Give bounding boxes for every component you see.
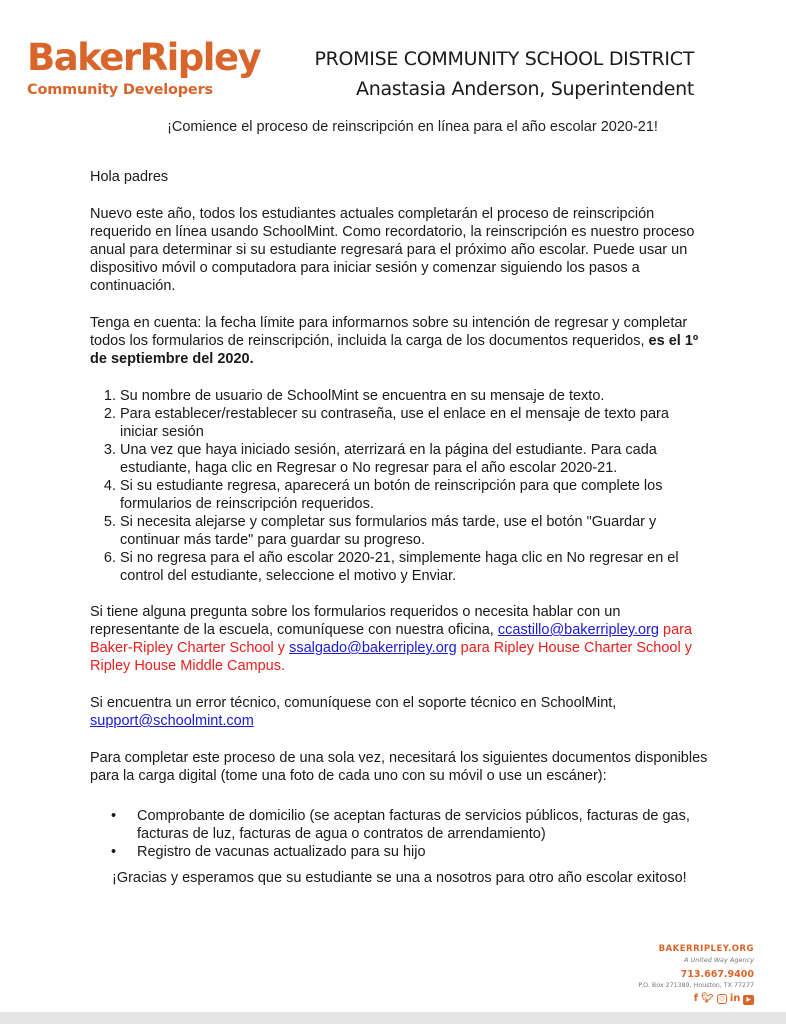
document-item: • Comprobante de domicilio (se aceptan facturas de servicios públicos, facturas de gas, facturas de luz, facturas de agua o contratos de arrendamiento) <box>137 807 710 843</box>
letter-body <box>90 118 710 906</box>
youtube-icon[interactable]: ▶ <box>743 995 754 1005</box>
tech-support-paragraph <box>90 694 710 730</box>
instagram-icon[interactable]: ○ <box>717 994 727 1004</box>
logo-subtitle: Community Developers <box>27 82 213 98</box>
greeting: Hola padres <box>90 169 169 185</box>
bottom-bar <box>0 1012 786 1024</box>
letter-title: ¡Comience el proceso de reinscripción en línea para el año escolar 2020-21! <box>167 119 658 135</box>
contact-text: Si tiene alguna pregunta sobre los formularios requeridos o necesita hablar con un representante de la escuela, comuníquese con nuestra oficina, <box>90 604 621 638</box>
support-email-link[interactable]: support@schoolmint.com <box>90 713 254 729</box>
intro-paragraph: Nuevo este año, todos los estudiantes actuales completarán el proceso de reinscripción requerido en línea usando SchoolMint. Como recordatorio, la reinscripción es nuestro proceso anual para determinar si su estudiante regresará para el próximo año escolar. Puede usar un dispositivo móvil o computadora para iniciar sesión y comenzar siguiendo los pasos a continuación. <box>90 206 695 294</box>
social-links <box>638 993 754 1005</box>
document-item: • Registro de vacunas actualizado para su hijo <box>137 843 710 861</box>
contact-paragraph <box>90 603 710 675</box>
contact-school-1: para Baker-Ripley Charter School y <box>90 622 693 656</box>
tech-support-text: Si encuentra un error técnico, comuníquese con el soporte técnico en SchoolMint, <box>90 695 617 711</box>
twitter-icon[interactable]: 🐦︎ <box>701 993 714 1004</box>
contact-school-2: para Ripley House Charter School y Ripley House Middle Campus. <box>90 640 692 674</box>
footer-url[interactable]: BAKERRIPLEY.ORG <box>658 944 754 954</box>
step-item: 2. Para establecer/restablecer su contraseña, use el enlace en el mensaje de texto para iniciar sesión <box>120 405 710 441</box>
steps-list <box>90 387 710 585</box>
footer-contact <box>638 944 754 1005</box>
documents-intro: Para completar este proceso de una sola vez, necesitará los siguientes documentos disponibles para la carga digital (tome una foto de cada uno con su móvil o use un escáner): <box>90 750 708 784</box>
step-item: 6. Si no regresa para el año escolar 2020-21, simplemente haga clic en No regresar en el control del estudiante, seleccione el motivo y Enviar. <box>120 549 710 585</box>
deadline-paragraph <box>90 314 710 368</box>
deadline-text: Tenga en cuenta: la fecha límite para informarnos sobre su intención de regresar y completar todos los formularios de reinscripción, incluida la carga de los documentos requeridos, <box>90 315 688 349</box>
step-item: 1. Su nombre de usuario de SchoolMint se encuentra en su mensaje de texto. <box>120 387 710 405</box>
step-item: 4. Si su estudiante regresa, aparecerá un botón de reinscripción para que complete los formularios de reinscripción requeridos. <box>120 477 710 513</box>
footer-agency: A United Way Agency <box>683 956 754 964</box>
superintendent-name: Anastasia Anderson, Superintendent <box>356 78 694 100</box>
step-item: 3. Una vez que haya iniciado sesión, aterrizará en la página del estudiante. Para cada estudiante, haga clic en Regresar o No regresar para el año escolar 2020-21. <box>120 441 710 477</box>
deadline-date: es el 1º de septiembre del 2020. <box>90 333 699 367</box>
contact-email-link-2[interactable]: ssalgado@bakerripley.org <box>289 640 457 656</box>
facebook-icon[interactable]: f <box>693 993 699 1004</box>
linkedin-icon[interactable]: in <box>729 993 741 1004</box>
closing-line: ¡Gracias y esperamos que su estudiante se una a nosotros para otro año escolar exitoso! <box>112 870 687 886</box>
district-name: PROMISE COMMUNITY SCHOOL DISTRICT <box>314 48 694 70</box>
documents-list <box>90 807 710 861</box>
district-header <box>314 46 694 102</box>
bakerripley-logo <box>27 38 260 99</box>
step-item: 5. Si necesita alejarse y completar sus formularios más tarde, use el botón "Guardar y continuar más tarde" para guardar su progreso. <box>120 513 710 549</box>
contact-email-link-1[interactable]: ccastillo@bakerripley.org <box>497 622 659 638</box>
footer-phone: 713.667.9400 <box>680 969 754 980</box>
logo-brand: BakerRipley <box>27 36 261 79</box>
footer-address: P.O. Box 271389, Houston, TX 77277 <box>638 982 754 989</box>
